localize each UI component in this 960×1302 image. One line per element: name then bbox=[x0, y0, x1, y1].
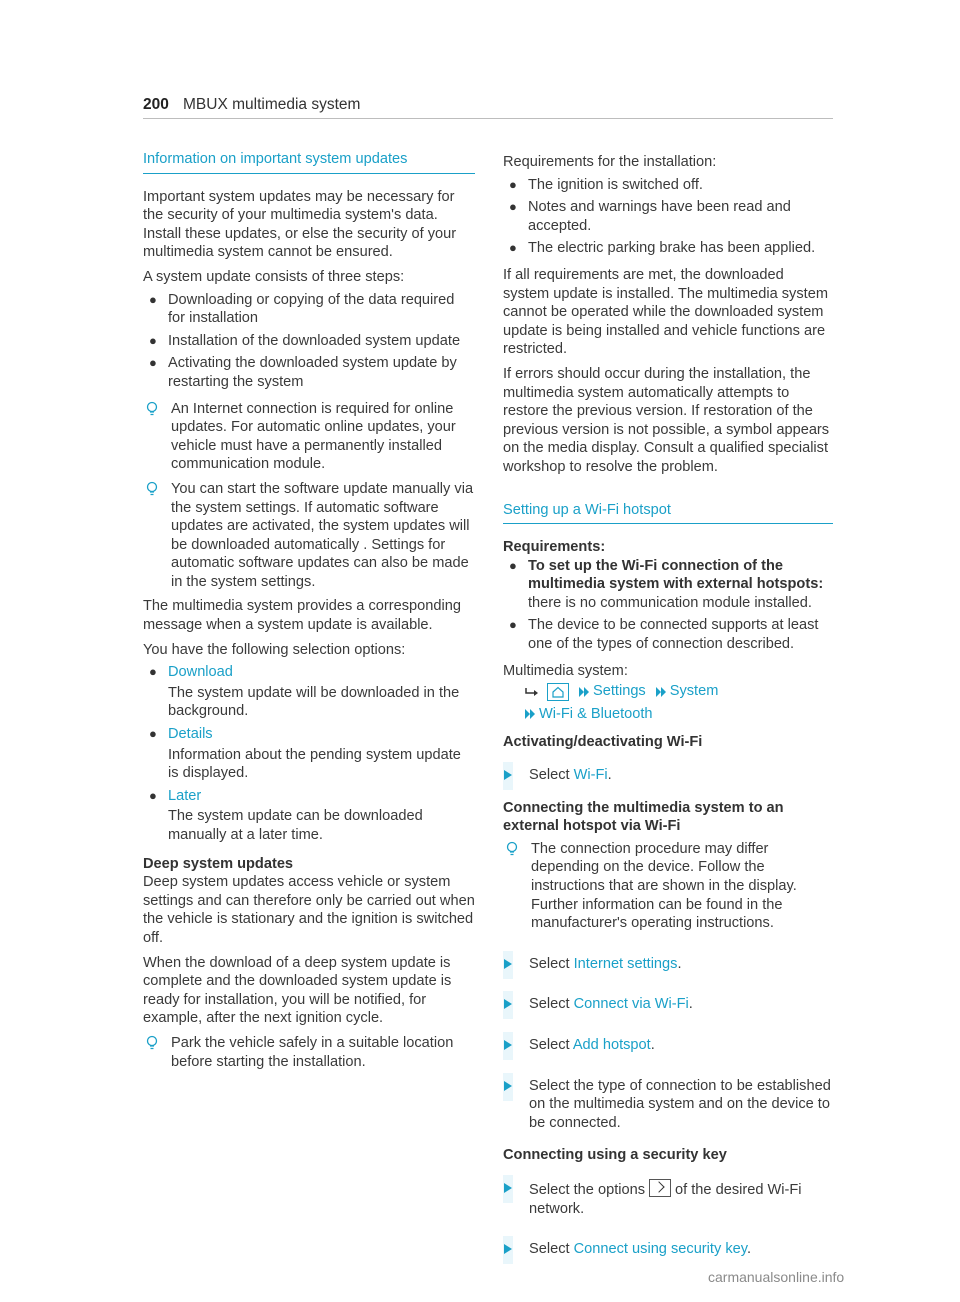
bullet-icon: ● bbox=[149, 332, 157, 348]
steps-intro: A system update consists of three steps: bbox=[143, 268, 405, 285]
requirements-label: Requirements: bbox=[503, 539, 606, 556]
section-heading-wifi-hotspot: Setting up a Wi-Fi hotspot bbox=[503, 501, 833, 525]
step-select-wifi: Select Wi-Fi. bbox=[503, 766, 833, 785]
list-item: ● The electric parking brake has been applied. bbox=[509, 240, 816, 257]
note-icon bbox=[144, 401, 160, 417]
page-number: 200 bbox=[143, 96, 169, 113]
chapter-title: MBUX multimedia system bbox=[183, 96, 361, 113]
bullet-icon: ● bbox=[509, 176, 517, 192]
step-arrow-icon bbox=[503, 762, 513, 790]
note-icon bbox=[504, 841, 520, 857]
message-paragraph: The multimedia system provides a corresponding message when a system update is available. bbox=[143, 598, 461, 634]
list-item: ● Installation of the downloaded system update bbox=[149, 332, 461, 349]
bullet-icon: ● bbox=[149, 664, 157, 680]
connecting-heading: Connecting the multimedia system to an external hotspot via Wi-Fi bbox=[503, 799, 784, 835]
install-paragraph: If all requirements are met, the downloaded system update is installed. The multimedia system cannot be operated while the downloaded system update is being installed and vehicle functions are restricted. bbox=[503, 266, 828, 358]
intro-paragraph: Important system updates may be necessary for the security of your multimedia system's data. Install these updates, or else the security of your multimedia system cannot be ensured. bbox=[143, 188, 457, 261]
enter-arrow-icon bbox=[525, 687, 539, 697]
list-item: ● The device to be connected supports at least one of the types of connection described. bbox=[509, 617, 819, 653]
deep-updates-heading: Deep system updates bbox=[143, 855, 294, 872]
page-header bbox=[143, 96, 833, 120]
bullet-icon: ● bbox=[509, 199, 517, 215]
option-later: ● Later The system update can be downloaded manually at a later time. bbox=[149, 787, 423, 843]
note-park: Park the vehicle safely in a suitable location before starting the installation. bbox=[143, 1034, 475, 1071]
path-wifi-bluetooth: Wi-Fi & Bluetooth bbox=[539, 705, 653, 722]
bullet-icon: ● bbox=[149, 291, 157, 307]
menu-path bbox=[503, 682, 833, 701]
activating-heading: Activating/deactivating Wi-Fi bbox=[503, 734, 703, 751]
error-paragraph: If errors should occur during the installation, the multimedia system automatically attempts to restore the previous version. If restoration of the previous version is not possible, a symbol appears on the media display. Consult a qualified specialist workshop to resolve the problem. bbox=[503, 365, 830, 475]
requirements-intro: Requirements for the installation: bbox=[503, 154, 717, 170]
step-arrow-icon bbox=[503, 1175, 513, 1203]
security-key-heading: Connecting using a security key bbox=[503, 1147, 727, 1164]
option-details: ● Details Information about the pending system update is displayed. bbox=[149, 726, 461, 782]
path-separator-icon bbox=[656, 687, 666, 697]
option-details-label: Details bbox=[168, 726, 213, 743]
option-later-label: Later bbox=[168, 787, 202, 804]
step-arrow-icon bbox=[503, 1236, 513, 1264]
list-item: ● Activating the downloaded system update by restarting the system bbox=[149, 355, 457, 390]
step-add-hotspot: Select Add hotspot. bbox=[503, 1036, 833, 1055]
step-connect-security-key: Select Connect using security key. bbox=[503, 1240, 833, 1259]
chevron-right-icon bbox=[649, 1179, 671, 1197]
path-separator-icon bbox=[525, 709, 535, 719]
note-icon bbox=[144, 481, 160, 497]
home-icon bbox=[547, 683, 569, 701]
right-column bbox=[503, 153, 833, 1269]
section-heading-system-updates: Information on important system updates bbox=[143, 150, 475, 174]
option-download: ● Download The system update will be downloaded in the background. bbox=[149, 664, 460, 720]
list-item: ● The ignition is switched off. bbox=[509, 176, 703, 193]
list-item: ● To set up the Wi-Fi connection of the multimedia system with external hotspots: there is no communication module installed. bbox=[509, 557, 824, 611]
step-arrow-icon bbox=[503, 951, 513, 979]
note-manual-update: You can start the software update manually via the system settings. If automatic software updates are activated, the system updates will be downloaded automatically . Settings for automatic software updates can also be made in the system settings. bbox=[143, 480, 475, 592]
path-system: System bbox=[669, 683, 719, 700]
bullet-icon: ● bbox=[509, 557, 517, 573]
bullet-icon: ● bbox=[149, 355, 157, 371]
watermark: carmanualsonline.info bbox=[708, 1269, 845, 1285]
step-connection-type: Select the type of connection to be established on the multimedia system and on the device to be connected. bbox=[503, 1077, 833, 1133]
note-icon bbox=[144, 1035, 160, 1051]
path-intro: Multimedia system: bbox=[503, 662, 628, 679]
bullet-icon: ● bbox=[509, 240, 517, 256]
header-rule bbox=[143, 118, 833, 119]
bullet-icon: ● bbox=[509, 617, 517, 633]
deep-paragraph-1: Deep system updates access vehicle or system settings and can therefore only be carried out when the vehicle is stationary and the ignition is switched off. bbox=[143, 874, 475, 946]
note-connection-procedure: The connection procedure may differ depending on the device. Follow the instructions that are shown in the display. Further information can be found in the manufacturer's operating instructions. bbox=[503, 840, 833, 933]
bullet-icon: ● bbox=[149, 787, 157, 803]
bullet-icon: ● bbox=[149, 726, 157, 742]
path-settings: Settings bbox=[593, 683, 646, 700]
path-separator-icon bbox=[579, 687, 589, 697]
option-download-label: Download bbox=[168, 664, 233, 681]
menu-path-line-2 bbox=[503, 705, 833, 724]
left-column bbox=[143, 150, 475, 1077]
options-intro: You have the following selection options: bbox=[143, 641, 406, 658]
list-item: ● Notes and warnings have been read and accepted. bbox=[509, 199, 791, 234]
list-item: ● Downloading or copying of the data required for installation bbox=[149, 291, 455, 327]
step-arrow-icon bbox=[503, 1032, 513, 1060]
step-internet-settings: Select Internet settings. bbox=[503, 955, 833, 974]
step-arrow-icon bbox=[503, 991, 513, 1019]
note-internet: An Internet connection is required for online updates. For automatic online updates, your vehicle must have a permanently installed communication module. bbox=[143, 400, 475, 474]
step-connect-via-wifi: Select Connect via Wi-Fi. bbox=[503, 995, 833, 1014]
step-options: Select the options of the desired Wi-Fi network. bbox=[503, 1179, 833, 1218]
deep-paragraph-2: When the download of a deep system update is complete and the downloaded system update is ready for installation, you will be notified, for example, after the next ignition cycle. bbox=[143, 954, 452, 1027]
step-arrow-icon bbox=[503, 1073, 513, 1101]
